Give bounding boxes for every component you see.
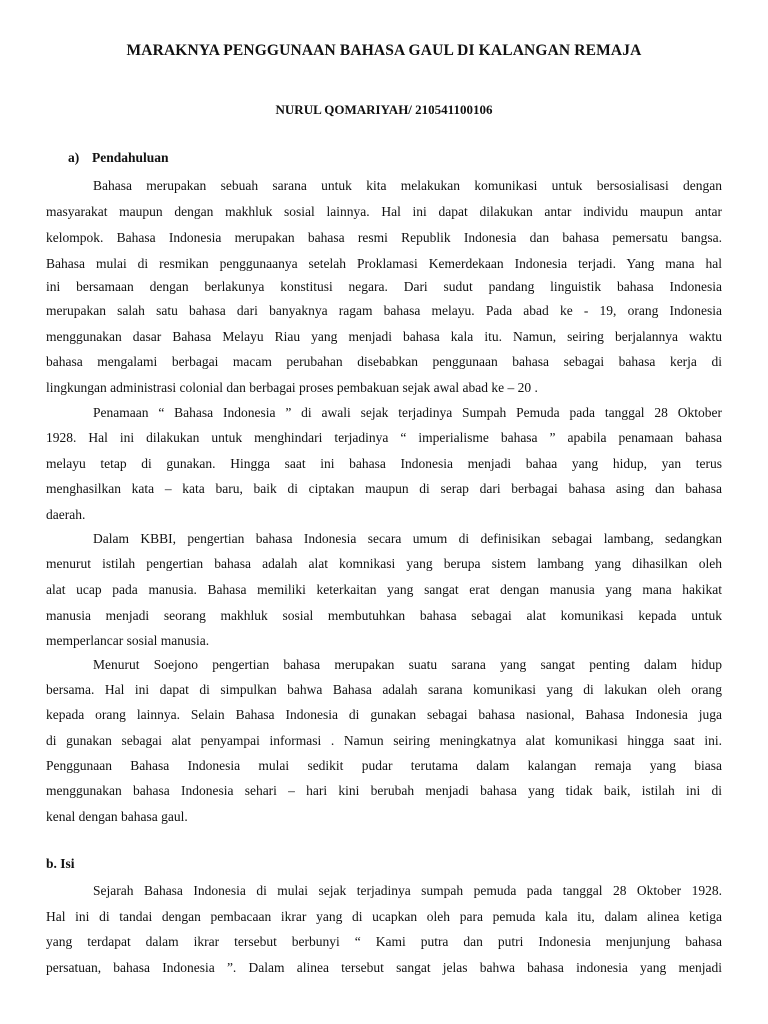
paragraph-line: ini bersamaan dengan berlakunya konstitusi negara. Dari sudut pandang linguistik bahasa Indonesia <box>46 279 722 294</box>
section-heading-text: Pendahuluan <box>92 150 169 165</box>
paragraph-line: 1928. Hal ini dilakukan untuk menghindari terjadinya “ imperialisme bahasa ” apabila penamaan bahasa <box>46 430 722 445</box>
paragraph-line: memperlancar sosial manusia. <box>46 633 210 648</box>
paragraph-line: kepada orang lainnya. Selain Bahasa Indonesia di gunakan sebagai bahasa nasional, Bahasa Indonesia juga <box>46 707 722 722</box>
paragraph-line: kelompok. Bahasa Indonesia merupakan bahasa resmi Republik Indonesia dan bahasa pemersatu bangsa. <box>46 230 722 245</box>
paragraph-line: Penamaan “ Bahasa Indonesia ” di awali sejak terjadinya Sumpah Pemuda pada tanggal 28 Oktober <box>93 405 722 420</box>
paragraph-line: bahasa mengalami berbagai macam perubahan disebabkan penggunaan bahasa sebagai bahasa kerja di <box>46 354 722 369</box>
paragraph-line: Bahasa merupakan sebuah sarana untuk kita melakukan komunikasi untuk bersosialisasi dengan <box>93 178 722 193</box>
paragraph-line: menggunakan bahasa Indonesia sehari – hari kini berubah menjadi bahasa yang tidak baik, istilah ini di <box>46 783 722 798</box>
paragraph-line: Hal ini di tandai dengan pembacaan ikrar yang di ucapkan oleh para pemuda kala itu, dalam alinea ketiga <box>46 909 722 924</box>
paragraph-line: menurut istilah pengertian bahasa adalah alat komnikasi yang berupa sistem lambang yang dihasilkan oleh <box>46 556 722 571</box>
document-author: NURUL QOMARIYAH/ 210541100106 <box>275 102 493 117</box>
paragraph-line: merupakan salah satu bahasa dari banyaknya ragam bahasa melayu. Pada abad ke - 19, orang Indonesia <box>46 303 722 318</box>
document-title: MARAKNYA PENGGUNAAN BAHASA GAUL DI KALANGAN REMAJA <box>126 42 642 59</box>
paragraph-line: menghasilkan kata – kata baru, baik di ciptakan maupun di serap dari berbagai bahasa asing dan bahasa <box>46 481 722 496</box>
paragraph-line: yang terdapat dalam ikrar tersebut berbunyi “ Kami putra dan putri Indonesia menjunjung bahasa <box>46 934 722 949</box>
paragraph-line: kenal dengan bahasa gaul. <box>46 809 188 824</box>
paragraph-line: bersama. Hal ini dapat di simpulkan bahwa Bahasa adalah sarana komunikasi yang di lakukan oleh orang <box>46 682 722 697</box>
paragraph-line: alat ucap pada manusia. Bahasa memiliki keterkaitan yang sangat erat dengan manusia yang mana hakikat <box>46 582 722 597</box>
paragraph-line: Menurut Soejono pengertian bahasa merupakan suatu sarana yang sangat penting dalam hidup <box>93 657 722 672</box>
paragraph-line: daerah. <box>46 507 86 522</box>
paragraph-line: manusia menjadi seorang makhluk sosial membutuhkan bahasa sebagai alat komunikasi kepada untuk <box>46 608 722 623</box>
paragraph-line: menggunakan dasar Bahasa Melayu Riau yang menjadi bahasa kala itu. Namun, seiring berjalannya waktu <box>46 329 722 344</box>
paragraph-line: Dalam KBBI, pengertian bahasa Indonesia secara umum di definisikan sebagai lambang, sedangkan <box>93 531 722 546</box>
paragraph-line: persatuan, bahasa Indonesia ”. Dalam alinea tersebut sangat jelas bahwa bahasa indonesia yang menjadi <box>46 960 722 975</box>
paragraph-line: melayu tetap di gunakan. Hingga saat ini bahasa Indonesia menjadi bahaa yang hidup, yan terus <box>46 456 722 471</box>
section-heading-isi: b. Isi <box>46 856 75 871</box>
paragraph-line: lingkungan administrasi colonial dan berbagai proses pembakuan sejak awal abad ke – 20 . <box>46 380 538 395</box>
paragraph-line: di gunakan sebagai alat penyampai informasi . Namun seiring meningkatnya alat komunikasi hingga saat ini. <box>46 733 722 748</box>
paragraph-line: Penggunaan Bahasa Indonesia mulai sedikit pudar terutama dalam kalangan remaja yang biasa <box>46 758 722 773</box>
paragraph-line: Sejarah Bahasa Indonesia di mulai sejak terjadinya sumpah pemuda pada tanggal 28 Oktober 1928. <box>93 883 722 898</box>
section-heading-pendahuluan <box>68 150 169 166</box>
paragraph-line: masyarakat maupun dengan makhluk sosial lainnya. Hal ini dapat dilakukan antar individu maupun antar <box>46 204 722 219</box>
section-number: a) <box>68 150 80 165</box>
paragraph-line: Bahasa mulai di resmikan penggunaanya setelah Proklamasi Kemerdekaan Indonesia terjadi. Yang mana hal <box>46 256 722 271</box>
